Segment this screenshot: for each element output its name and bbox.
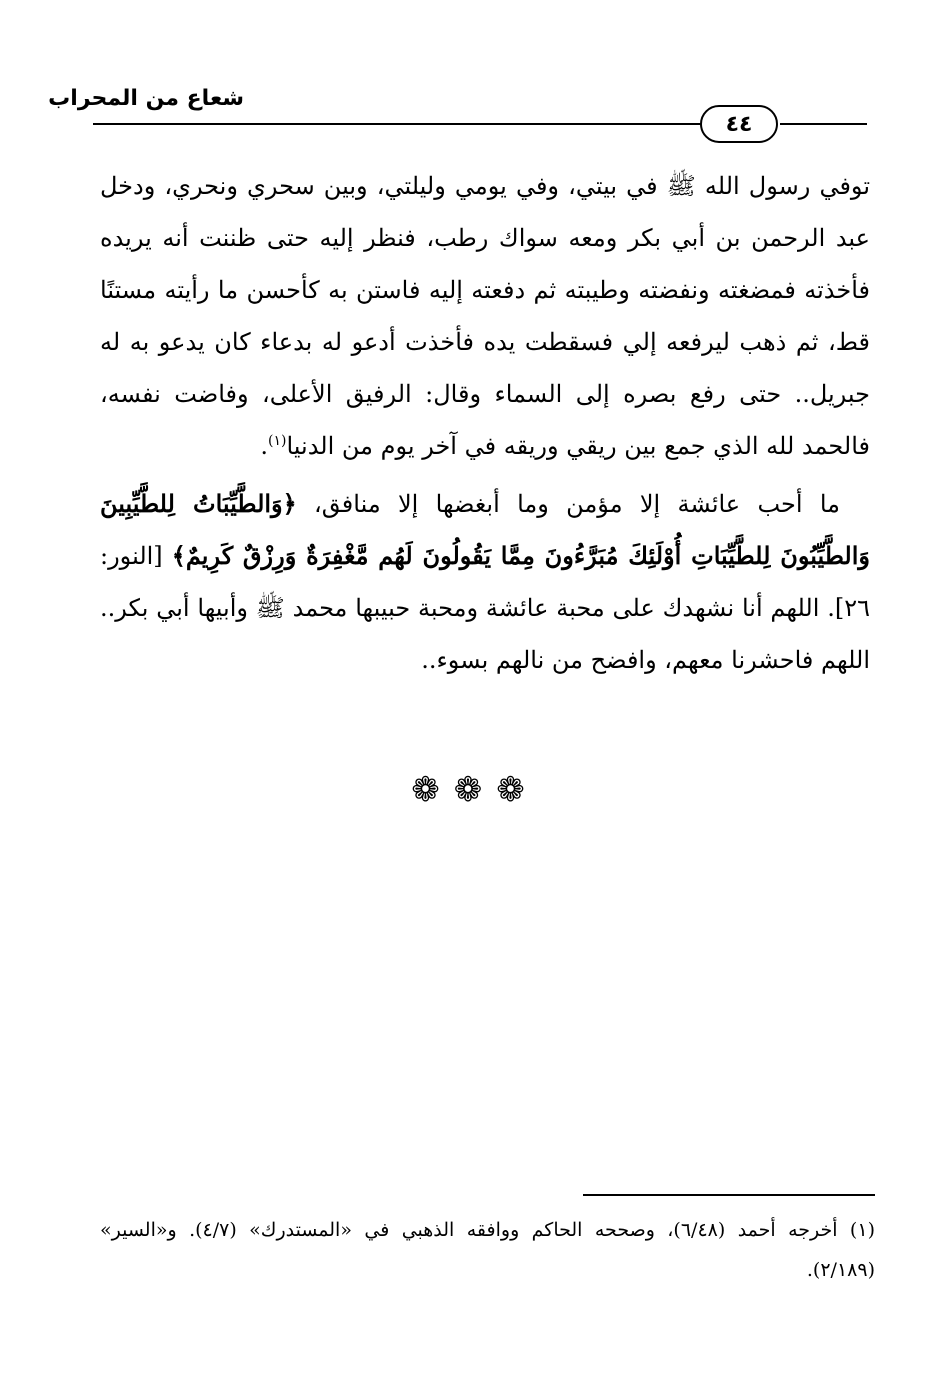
paragraph-text: ما أحب عائشة إلا مؤمن وما أبغضها إلا منافق، (314, 490, 840, 518)
main-text (100, 160, 870, 686)
paragraph (100, 478, 870, 686)
page-number: ٤٤ (700, 105, 778, 143)
paragraph (100, 160, 870, 472)
footnote-ref[interactable]: (١) (268, 433, 287, 449)
paragraph-text: توفي رسول الله ﷺ في بيتي، وفي يومي وليلتي، وبين سحري ونحري، ودخل عبد الرحمن بن أبي بكر ومعه سواك رطب، فنظر إليه حتى ظننت أنه يريده فأخذته فمضغته ونفضته وطيبته ثم دفعته إليه فاستن به كأحسن ما رأيته مستنًا قط، ثم ذهب ليرفعه إلي فسقطت يده فأخذت أدعو له بدعاء كان يدعو به له جبريل.. حتى رفع بصره إلى السماء وقال: الرفيق الأعلى، وفاضت نفسه، فالحمد لله الذي جمع بين ريقي وريقه في آخر يوم من الدنيا (100, 172, 870, 460)
quran-verse: ﴿وَالطَّيِّبَاتُ لِلطَّيِّبِينَ وَالطَّيِّبُونَ لِلطَّيِّبَاتِ أُوْلَئِكَ مُبَرَّءُونَ مِمَّا يَقُولُونَ لَهُم مَّغْفِرَةٌ وَرِزْقٌ كَرِيمٌ﴾ (100, 489, 870, 570)
footnote: (١) أخرجه أحمد (٦/٤٨)، وصححه الحاكم ووافقه الذهبي في «المستدرك» (٤/٧). و«السير» (٢/١٨٩). (100, 1219, 875, 1281)
quran-reference: [النور: ٢٦]. (100, 542, 870, 622)
footnotes (100, 1210, 875, 1290)
paragraph-text: اللهم أنا نشهدك على محبة عائشة ومحبة حبيبها محمد ﷺ وأبيها أبي بكر.. اللهم فاحشرنا معهم، وافضح من نالهم بسوء.. (100, 594, 870, 674)
footnote-rule (583, 1194, 875, 1196)
running-header-title: شعاع من المحراب (48, 86, 244, 111)
header-rule (780, 123, 867, 125)
header-rule (93, 123, 704, 125)
paragraph-end: . (260, 432, 268, 460)
section-separator: ❁❁❁ (411, 770, 539, 810)
